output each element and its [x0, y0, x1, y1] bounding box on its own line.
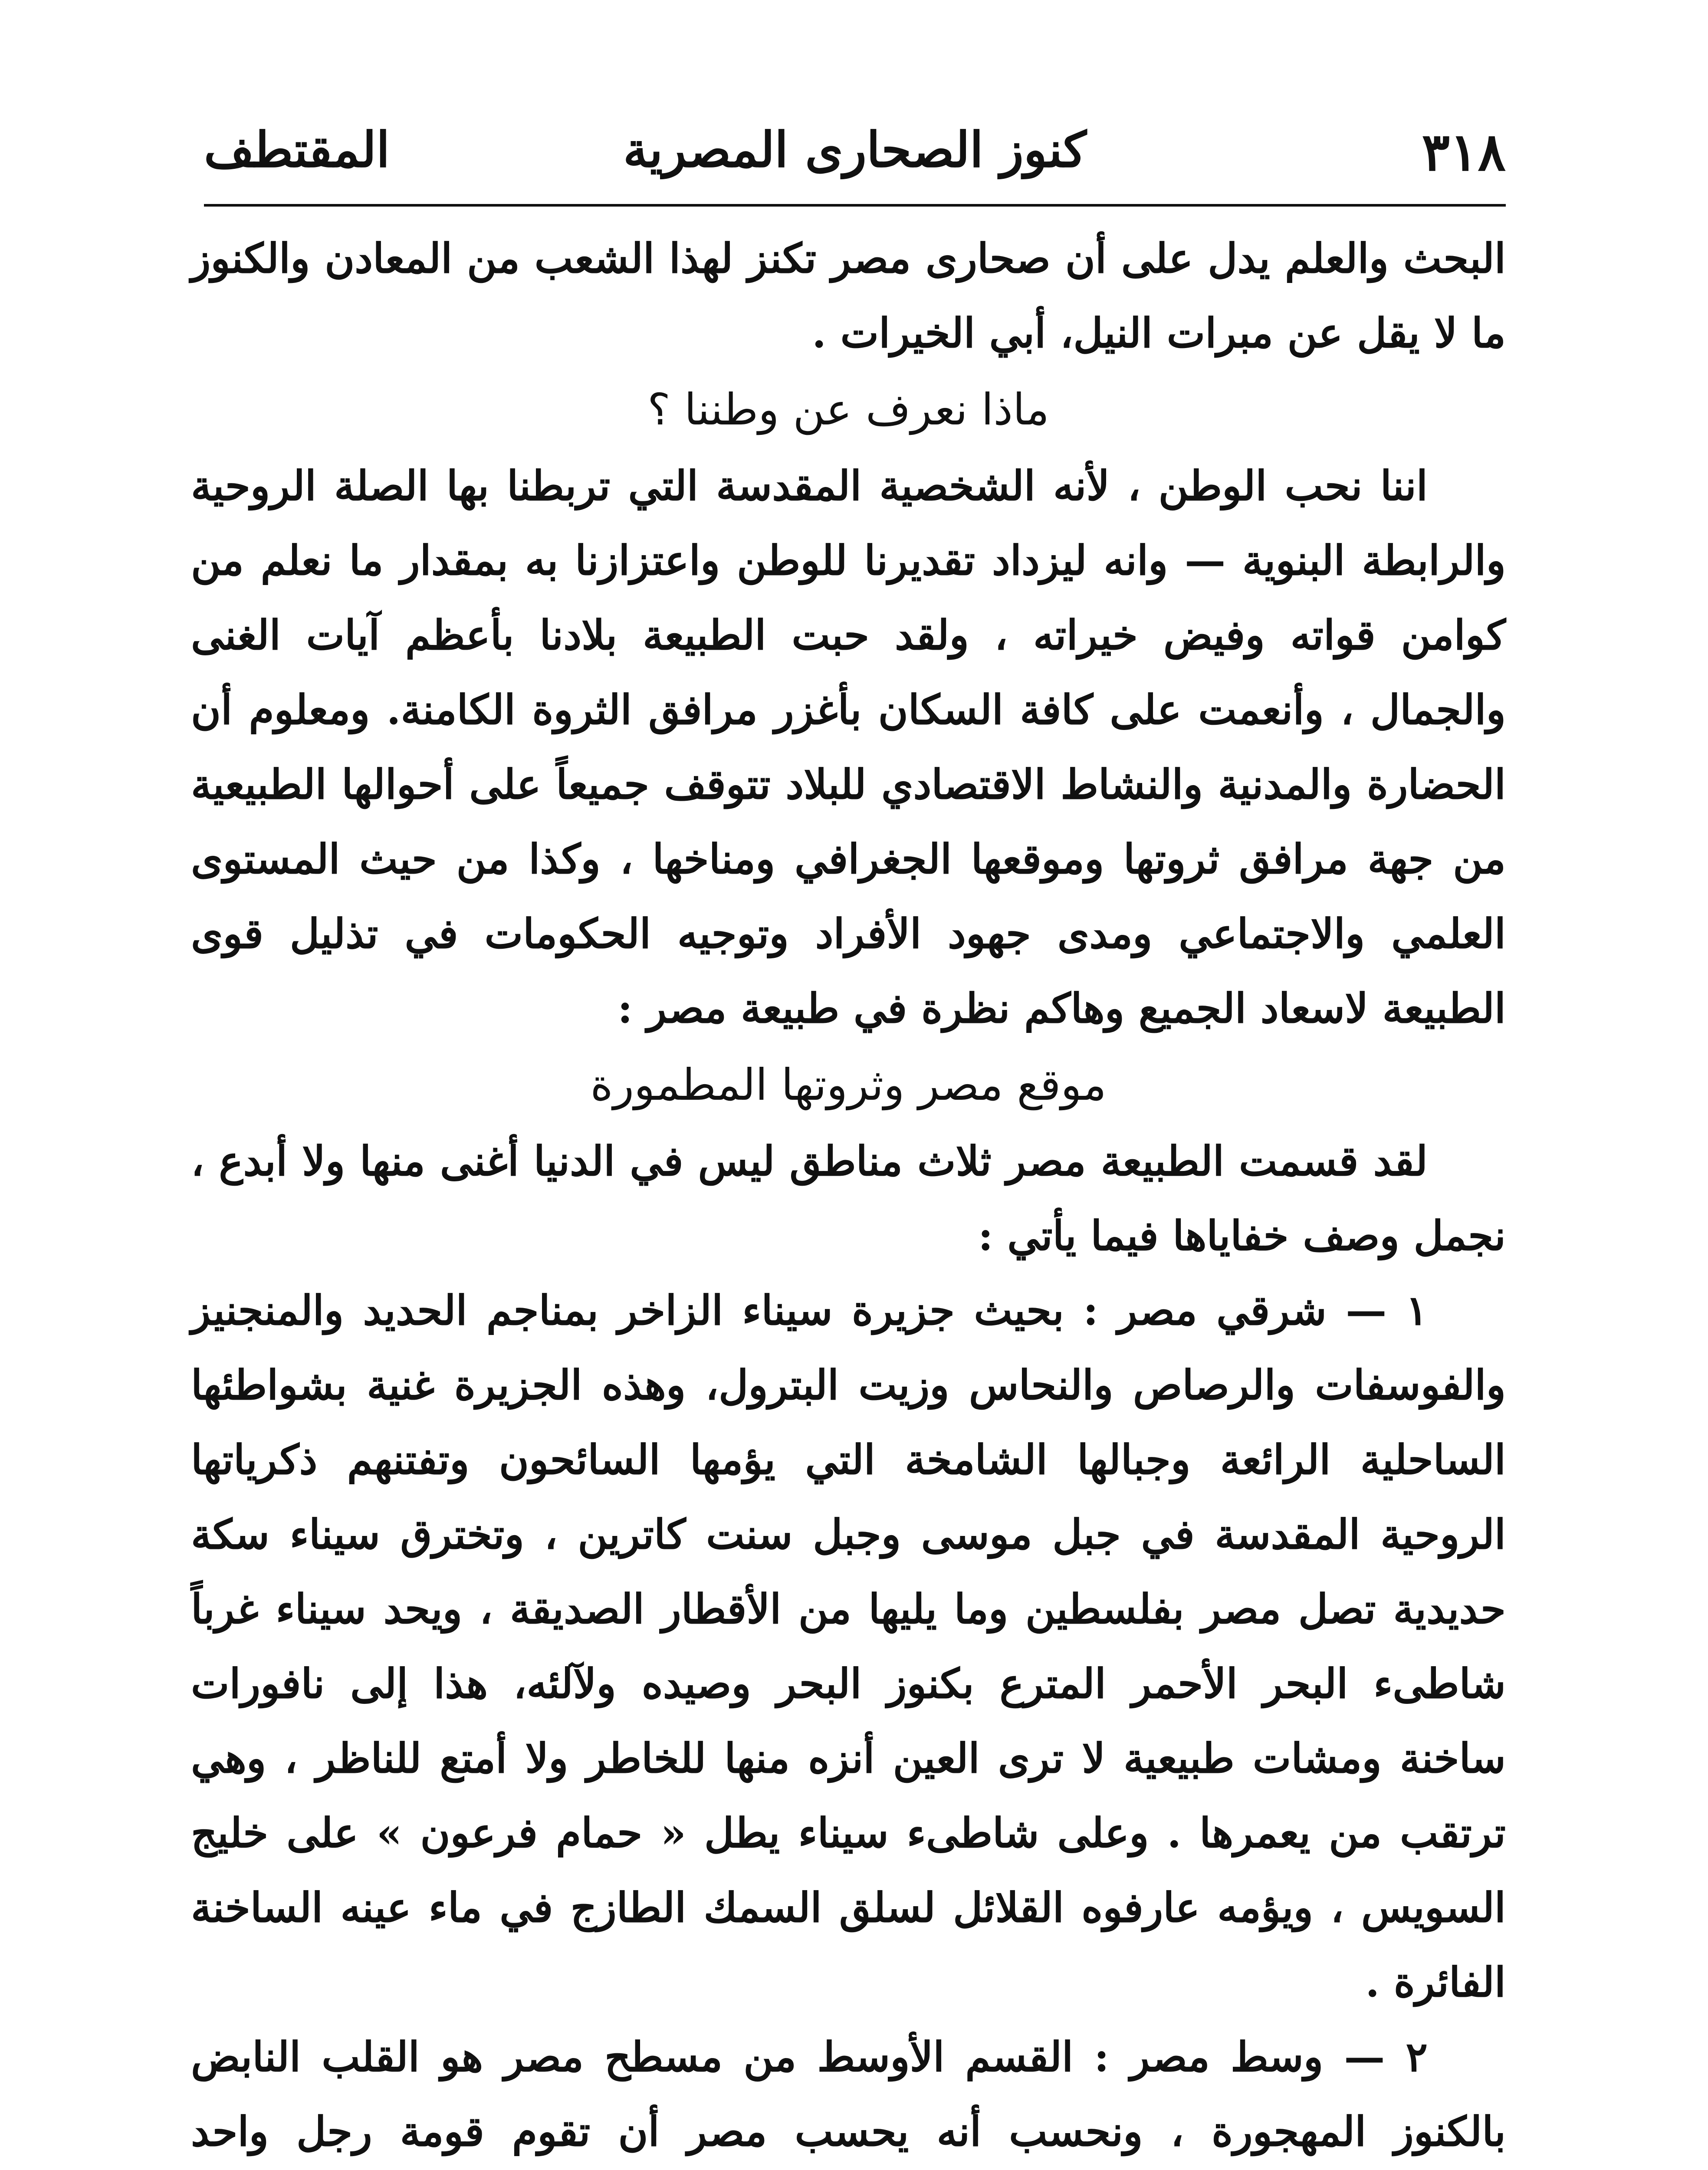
journal-name: المقتطف — [204, 122, 390, 178]
page-number: ٣١٨ — [1422, 122, 1506, 183]
running-title: كنوز الصحارى المصرية — [623, 122, 1087, 178]
paragraph-homeland: اننا نحب الوطن ، لأنه الشخصية المقدسة التي تربطنا بها الصلة الروحية والرابطة البنوية — وانه ليزداد تقديرنا للوطن واعتزازنا به بمقدار ما نعلم من كوامن قواته وفيض خيراته ، ولقد حبت الطبيعة بلادنا بأعظم آيات الغنى والجمال ، وأنعمت على كافة السكان بأغزر مرافق الثروة الكامنة. ومعلوم أن الحضارة والمدنية والنشاط الاقتصادي للبلاد تتوقف جميعاً على أحوالها الطبيعية من جهة مرافق ثروتها وموقعها الجغرافي ومناخها ، وكذا من حيث المستوى العلمي والاجتماعي ومدى جهود الأفراد وتوجيه الحكومات في تذليل قوى الطبيعة لاسعاد الجميع وهاكم نظرة في طبيعة مصر : — [191, 462, 1506, 1032]
header-rule — [204, 204, 1506, 207]
paragraph-regions: لقد قسمت الطبيعة مصر ثلاث مناطق ليس في الدنيا أغنى منها ولا أبدع ، نجمل وصف خفاياها فيما يأتي : — [191, 1138, 1506, 1260]
page-header — [204, 122, 1506, 191]
paragraph-intro: البحث والعلم يدل على أن صحارى مصر تكنز لهذا الشعب من المعادن والكنوز ما لا يقل عن مبرات النيل، أبي الخيرات . — [191, 235, 1506, 357]
paragraph-east-egypt: ١ — شرقي مصر : بحيث جزيرة سيناء الزاخر بمناجم الحديد والمنجنيز والفوسفات والرصاص والنحاس وزيت البترول، وهذه الجزيرة غنية بشواطئها الساحلية الرائعة وجبالها الشامخة التي يؤمها السائحون وتفتنهم ذكرياتها الروحية المقدسة في جبل موسى وجبل سنت كاترين ، وتخترق سيناء سكة حديدية تصل مصر بفلسطين وما يليها من الأقطار الصديقة ، ويحد سيناء غرباً شاطىء البحر الأحمر المترع بكنوز البحر وصيده ولآلئه، هذا إلى نافورات ساخنة ومشات طبيعية لا ترى العين أنزه منها للخاطر ولا أمتع للناظر ، وهي ترتقب من يعمرها . وعلى شاطىء سيناء يطل « حمام فرعون » على خليج السويس ، ويؤمه عارفوه القلائل لسلق السمك الطازج في ماء عينه الساخنة الفائرة . — [191, 1287, 1506, 2006]
section-heading-location: موقع مصر وثروتها المطمورة — [590, 1059, 1107, 1110]
section-heading-homeland: ماذا نعرف عن وطننا ؟ — [647, 384, 1049, 435]
paragraph-central-egypt: ٢ — وسط مصر : القسم الأوسط من مسطح مصر هو القلب النابض بالكنوز المهجورة ، ونحسب أنه يحسب مصر أن تقوم قومة رجل واحد — [191, 2033, 1506, 2156]
article-body — [191, 221, 1506, 2170]
